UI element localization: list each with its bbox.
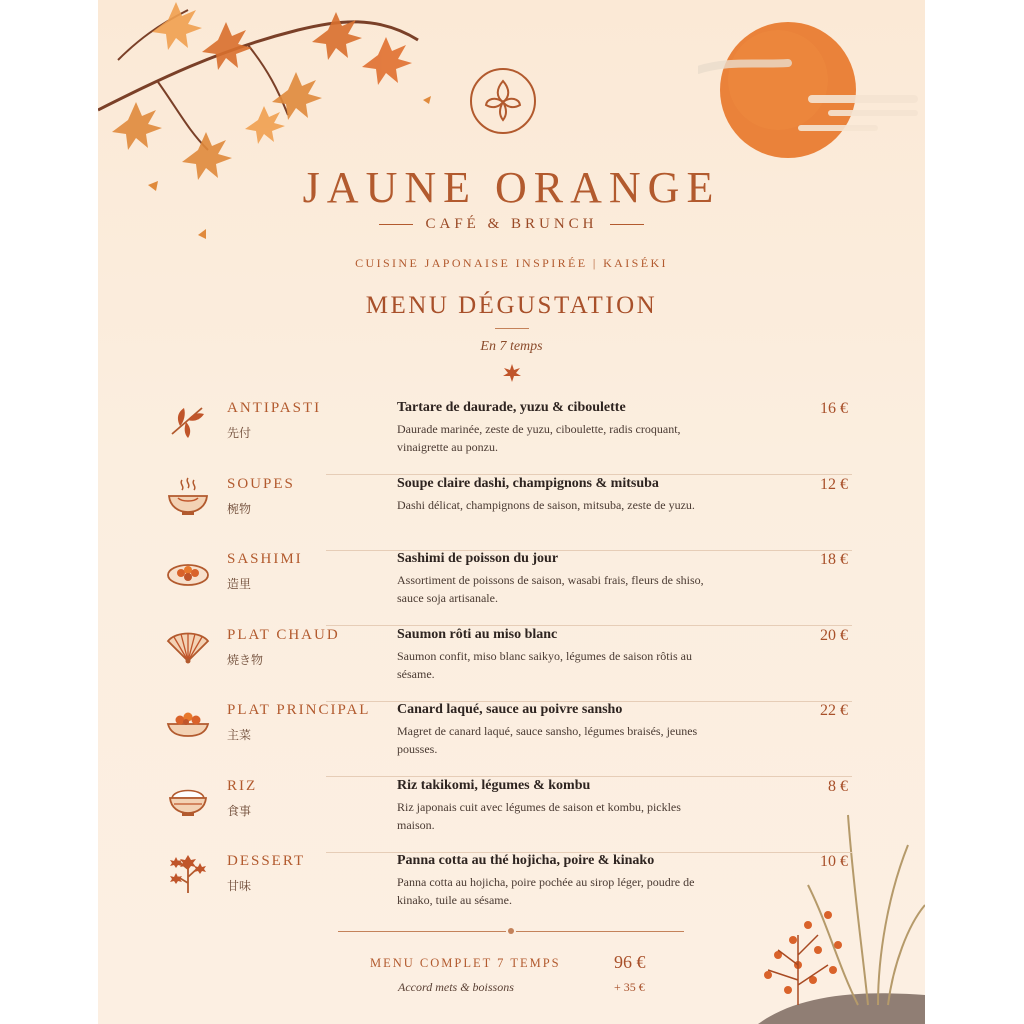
brand-logo: [469, 67, 537, 135]
course-japanese-name: 造里: [227, 577, 252, 591]
menu-subtitle: En 7 temps: [480, 339, 543, 354]
course-item: [166, 702, 848, 777]
pairing-price: + 35 €: [614, 980, 645, 994]
course-japanese-name: 先付: [227, 426, 252, 440]
course-item: [166, 476, 848, 551]
full-menu-price: 96 €: [614, 952, 646, 972]
course-item: [166, 627, 848, 702]
rice-bowl-icon: [166, 778, 210, 818]
brand-subtitle: [98, 216, 925, 233]
course-category: RIZ: [227, 778, 258, 794]
divider: [379, 224, 413, 225]
maple-leaf-icon: [166, 400, 210, 440]
folding-fan-icon: [166, 627, 210, 667]
dish-description: Saumon confit, miso blanc saikyo, légumes de saison rôtis au sésame.: [397, 649, 692, 681]
dish-price: 12 €: [820, 476, 848, 493]
sashimi-plate-icon: [166, 551, 210, 591]
divider: [338, 931, 506, 932]
course-japanese-name: 椀物: [227, 502, 252, 516]
divider: [326, 776, 852, 777]
main-dish-icon: [166, 702, 210, 742]
pairing-label: Accord mets & boissons: [398, 980, 514, 994]
divider: [516, 931, 684, 932]
dish-price: 10 €: [820, 853, 848, 870]
divider: [610, 224, 644, 225]
cuisine-tagline: CUISINE JAPONAISE INSPIRÉE | KAISÉKI: [355, 256, 668, 270]
divider: [326, 474, 852, 475]
course-item: [166, 551, 848, 626]
dish-price: 16 €: [820, 400, 848, 417]
autumn-sprig-icon: [166, 853, 210, 893]
dish-name: Saumon rôti au miso blanc: [397, 627, 558, 642]
brand-name: JAUNE ORANGE: [302, 163, 721, 212]
menu-page: [98, 0, 925, 1024]
course-japanese-name: 主菜: [227, 728, 252, 742]
dish-name: Riz takikomi, légumes & kombu: [397, 778, 591, 793]
menu-title: MENU DÉGUSTATION: [365, 292, 658, 319]
dish-name: Panna cotta au thé hojicha, poire & kinako: [397, 853, 655, 868]
course-category: PLAT CHAUD: [227, 627, 340, 643]
maple-flower-icon: [502, 363, 522, 383]
course-category: SASHIMI: [227, 551, 303, 567]
dish-name: Soupe claire dashi, champignons & mitsuba: [397, 476, 659, 491]
course-category: ANTIPASTI: [227, 400, 322, 416]
course-category: DESSERT: [227, 853, 306, 869]
steaming-bowl-icon: [166, 476, 210, 516]
dish-price: 18 €: [820, 551, 848, 568]
dish-name: Sashimi de poisson du jour: [397, 551, 559, 566]
dish-description: Riz japonais cuit avec légumes de saison et kombu, pickles maison.: [397, 800, 681, 832]
divider: [326, 625, 852, 626]
sun-illustration: [698, 15, 925, 175]
dish-name: Canard laqué, sauce au poivre sansho: [397, 702, 623, 717]
dish-price: 8 €: [828, 778, 848, 795]
dish-description: Panna cotta au hojicha, poire pochée au sirop léger, poudre de kinako, tuile au sésame.: [397, 875, 695, 907]
course-category: PLAT PRINCIPAL: [227, 702, 371, 718]
dish-description: Daurade marinée, zeste de yuzu, ciboulette, radis croquant, vinaigrette au ponzu.: [397, 422, 681, 454]
course-category: SOUPES: [227, 476, 295, 492]
full-menu-label: MENU COMPLET 7 TEMPS: [370, 956, 561, 970]
course-item: [166, 853, 848, 928]
course-japanese-name: 食事: [227, 804, 252, 818]
divider: [495, 328, 529, 329]
course-japanese-name: 甘味: [227, 879, 252, 893]
course-item: [166, 778, 848, 853]
dish-price: 20 €: [820, 627, 848, 644]
course-item: [166, 400, 848, 475]
dish-price: 22 €: [820, 702, 848, 719]
dish-description: Magret de canard laqué, sauce sansho, légumes braisés, jeunes pousses.: [397, 724, 698, 756]
dish-description: Dashi délicat, champignons de saison, mitsuba, zeste de yuzu.: [397, 498, 695, 512]
dish-name: Tartare de daurade, yuzu & ciboulette: [397, 400, 626, 415]
dish-description: Assortiment de poissons de saison, wasabi frais, fleurs de shiso, sauce soja artisanale.: [397, 573, 704, 605]
divider-dot: [508, 928, 514, 934]
course-japanese-name: 焼き物: [227, 653, 264, 667]
brand-subtitle-text: CAFÉ & BRUNCH: [425, 216, 598, 232]
